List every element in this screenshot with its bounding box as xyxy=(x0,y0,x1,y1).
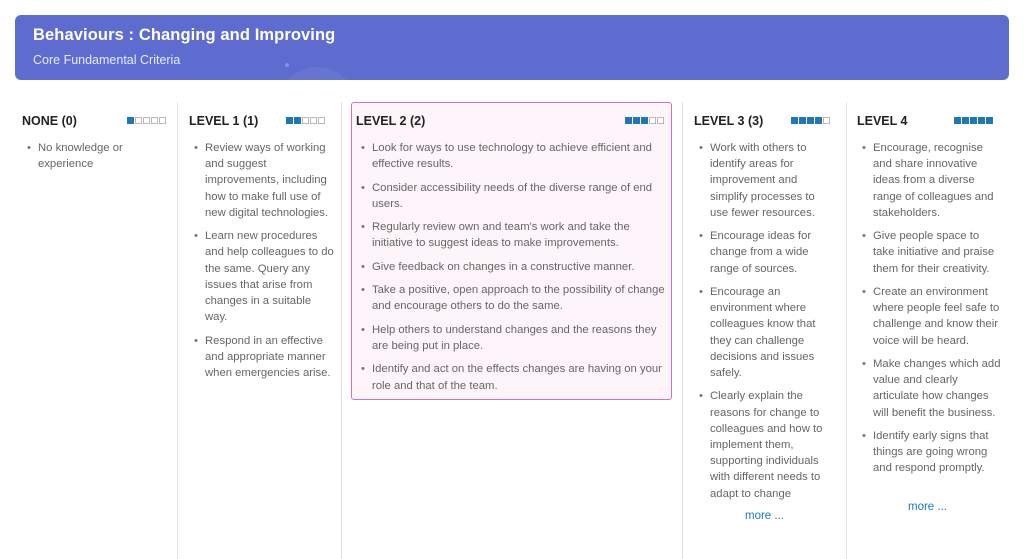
criteria-item: • Consider accessibility needs of the diverse range of end users. xyxy=(356,180,671,212)
level-title: LEVEL 4 xyxy=(857,114,908,128)
level-dot xyxy=(954,117,961,124)
criteria-item: • Work with others to identify areas for improvement and simplify processes to use fewer resources. xyxy=(694,140,836,221)
level-title: LEVEL 3 (3) xyxy=(694,114,764,128)
level-dot xyxy=(151,117,158,124)
page-subtitle: Core Fundamental Criteria xyxy=(33,53,181,67)
level-column-4[interactable] xyxy=(857,102,1017,559)
criteria-item: • Take a positive, open approach to the possibility of change and encourage others to do the same. xyxy=(356,282,671,314)
level-dot xyxy=(159,117,166,124)
criteria-item: • No knowledge or experience xyxy=(22,140,157,172)
level-dot xyxy=(143,117,150,124)
criteria-list xyxy=(22,140,157,180)
level-column-3[interactable] xyxy=(694,102,844,559)
criteria-item: • Encourage an environment where colleagues know that they can challenge decisions and issues safely. xyxy=(694,284,836,381)
criteria-item: • Look for ways to use technology to achieve efficient and effective results. xyxy=(356,140,671,172)
page-header xyxy=(15,15,1009,80)
level-indicator xyxy=(791,117,830,124)
level-title: LEVEL 2 (2) xyxy=(356,114,426,128)
column-divider xyxy=(682,102,683,559)
level-dot xyxy=(657,117,664,124)
level-dot xyxy=(127,117,134,124)
criteria-item: • Review ways of working and suggest improvements, including how to make full use of new digital technologies. xyxy=(189,140,335,221)
level-title: LEVEL 1 (1) xyxy=(189,114,259,128)
level-indicator xyxy=(286,117,325,124)
criteria-item: • Create an environment where people feel safe to challenge and know their voice will be heard. xyxy=(857,284,1003,349)
level-dot xyxy=(649,117,656,124)
criteria-item: • Help others to understand changes and the reasons they are being put in place. xyxy=(356,322,671,354)
level-dot xyxy=(310,117,317,124)
criteria-list xyxy=(189,140,335,388)
level-dot xyxy=(823,117,830,124)
criteria-item: • Identify early signs that things are going wrong and respond promptly. xyxy=(857,428,1003,477)
criteria-item: • Identify and act on the effects changes are having on your role and that of the team. xyxy=(356,361,671,393)
level-indicator xyxy=(127,117,166,124)
level-column-2[interactable] xyxy=(356,102,671,559)
level-dot xyxy=(286,117,293,124)
level-dot xyxy=(641,117,648,124)
column-divider xyxy=(846,102,847,559)
level-dot xyxy=(318,117,325,124)
level-dot xyxy=(294,117,301,124)
criteria-item: • Give feedback on changes in a constructive manner. xyxy=(356,259,671,275)
level-indicator xyxy=(625,117,664,124)
level-dot xyxy=(135,117,142,124)
level-dot xyxy=(986,117,993,124)
level-dot xyxy=(633,117,640,124)
criteria-item: • Make changes which add value and clearly articulate how changes will benefit the business. xyxy=(857,356,1003,421)
more-link[interactable]: more ... xyxy=(745,510,784,522)
page-title: Behaviours : Changing and Improving xyxy=(33,26,336,44)
criteria-item: • Clearly explain the reasons for change to colleagues and how to implement them, supporting individuals with different needs to adapt to change xyxy=(694,388,836,501)
criteria-item: • Regularly review own and team's work and take the initiative to suggest ideas to make improvements. xyxy=(356,219,671,251)
level-title: NONE (0) xyxy=(22,114,77,128)
criteria-item: • Respond in an effective and appropriate manner when emergencies arise. xyxy=(189,333,335,382)
level-indicator xyxy=(954,117,993,124)
level-dot xyxy=(962,117,969,124)
criteria-item: • Encourage, recognise and share innovative ideas from a diverse range of colleagues and stakeholders. xyxy=(857,140,1003,221)
level-column-none[interactable] xyxy=(22,102,172,559)
criteria-item: • Encourage ideas for change from a wide range of sources. xyxy=(694,228,836,277)
criteria-item: • Learn new procedures and help colleagues to do the same. Query any issues that arise from changes in a suitable way. xyxy=(189,228,335,325)
level-dot xyxy=(791,117,798,124)
level-dot xyxy=(970,117,977,124)
column-divider xyxy=(341,102,342,559)
criteria-list xyxy=(356,140,671,401)
level-dot xyxy=(978,117,985,124)
level-dot xyxy=(625,117,632,124)
level-dot xyxy=(815,117,822,124)
column-divider xyxy=(177,102,178,559)
header-decoration xyxy=(285,63,289,67)
level-column-1[interactable] xyxy=(189,102,339,559)
more-link[interactable]: more ... xyxy=(908,501,947,513)
header-decoration xyxy=(277,67,357,80)
criteria-list xyxy=(694,140,836,509)
level-dot xyxy=(807,117,814,124)
level-dot xyxy=(799,117,806,124)
criteria-item: • Give people space to take initiative and praise them for their creativity. xyxy=(857,228,1003,277)
criteria-list xyxy=(857,140,1003,484)
level-dot xyxy=(302,117,309,124)
